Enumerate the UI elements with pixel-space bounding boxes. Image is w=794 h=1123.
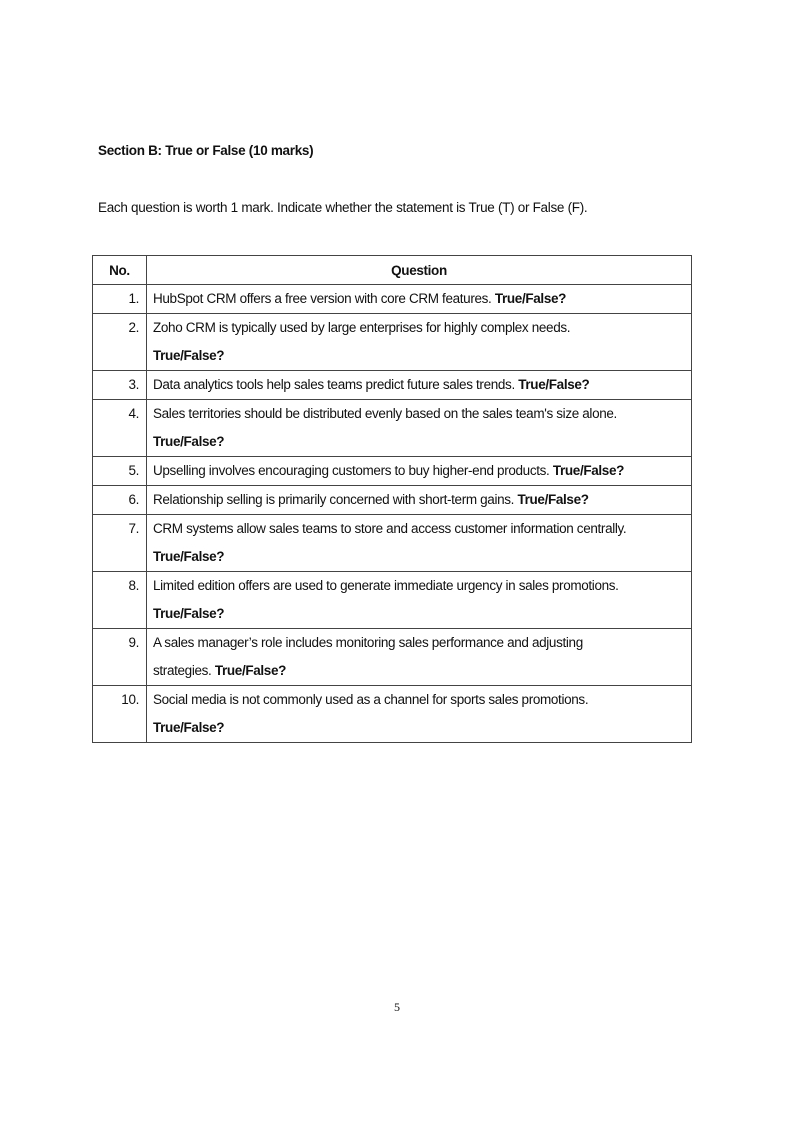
question-cell — [147, 515, 692, 572]
question-number: 1. — [93, 285, 147, 314]
table-header — [93, 256, 692, 285]
question-text: HubSpot CRM offers a free version with core CRM features. — [153, 291, 492, 306]
true-false-prompt: True/False? — [153, 348, 225, 363]
true-false-prompt: True/False? — [494, 291, 567, 306]
header-no: No. — [93, 256, 147, 285]
header-question: Question — [147, 256, 692, 285]
question-number: 9. — [93, 629, 147, 686]
question-cell — [147, 285, 692, 314]
question-text: A sales manager’s role includes monitoring sales performance and adjusting — [153, 635, 583, 650]
question-text: Data analytics tools help sales teams predict future sales trends. — [153, 377, 515, 392]
question-number: 5. — [93, 457, 147, 486]
question-cell — [147, 314, 692, 371]
page-number: 5 — [394, 1000, 400, 1014]
true-false-prompt: True/False? — [214, 663, 287, 678]
table-row — [93, 314, 692, 371]
question-cell — [147, 629, 692, 686]
questions-table — [92, 255, 692, 743]
question-text-continued: strategies. — [153, 663, 212, 678]
table-row — [93, 400, 692, 457]
question-number: 7. — [93, 515, 147, 572]
question-cell — [147, 486, 692, 515]
question-number: 6. — [93, 486, 147, 515]
question-text: Relationship selling is primarily concerned with short-term gains. — [153, 492, 515, 507]
question-number: 2. — [93, 314, 147, 371]
table-row — [93, 515, 692, 572]
question-number: 4. — [93, 400, 147, 457]
question-number: 8. — [93, 572, 147, 629]
true-false-prompt: True/False? — [153, 606, 225, 621]
true-false-prompt: True/False? — [517, 492, 589, 507]
true-false-prompt: True/False? — [518, 377, 590, 392]
question-cell — [147, 457, 692, 486]
instructions: Each question is worth 1 mark. Indicate whether the statement is True (T) or False (F). — [98, 200, 588, 215]
question-text: Social media is not commonly used as a channel for sports sales promotions. — [153, 692, 589, 707]
question-cell — [147, 371, 692, 400]
true-false-prompt: True/False? — [552, 463, 625, 478]
table-row — [93, 572, 692, 629]
question-text: Limited edition offers are used to generate immediate urgency in sales promotions. — [153, 578, 619, 593]
table-row — [93, 457, 692, 486]
table-row — [93, 371, 692, 400]
question-cell — [147, 572, 692, 629]
true-false-prompt: True/False? — [153, 549, 225, 564]
question-cell — [147, 400, 692, 457]
question-text: Zoho CRM is typically used by large enterprises for highly complex needs. — [153, 320, 571, 335]
question-cell — [147, 686, 692, 743]
question-text: Sales territories should be distributed evenly based on the sales team's size alone. — [153, 406, 617, 421]
question-text: CRM systems allow sales teams to store and access customer information centrally. — [153, 521, 627, 536]
true-false-prompt: True/False? — [153, 434, 225, 449]
question-number: 10. — [93, 686, 147, 743]
question-text: Upselling involves encouraging customers to buy higher-end products. — [153, 463, 550, 478]
section-title: Section B: True or False (10 marks) — [98, 143, 314, 158]
true-false-prompt: True/False? — [153, 720, 225, 735]
table-row — [93, 686, 692, 743]
table-row — [93, 285, 692, 314]
table-row — [93, 486, 692, 515]
question-number: 3. — [93, 371, 147, 400]
table-row — [93, 629, 692, 686]
